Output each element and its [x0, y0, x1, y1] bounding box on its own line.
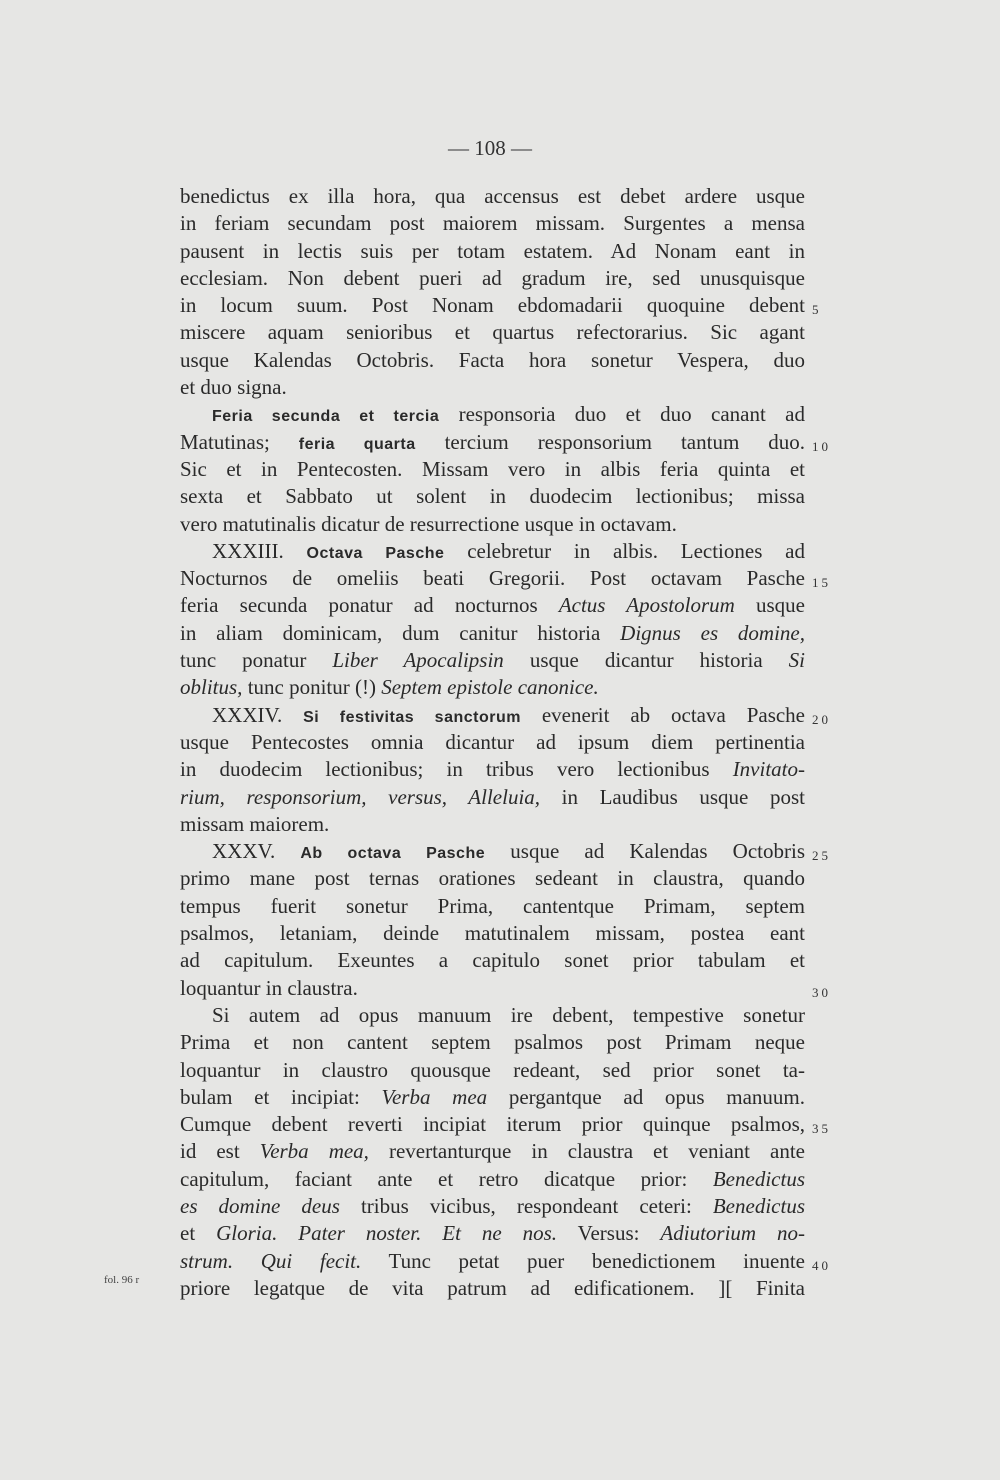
text-segment: primo mane post ternas orationes sedeant in claustra, quando	[180, 866, 805, 891]
text-line	[180, 538, 805, 565]
text-segment: Sic et in Pentecosten. Missam vero in albis feria quinta et	[180, 456, 805, 481]
italic-text: oblitus,	[180, 675, 243, 700]
text-line	[180, 183, 805, 210]
text-segment: tercium responsorium tantum duo.	[415, 429, 805, 454]
text-segment: in aliam dominicam, dum canitur historia	[180, 620, 621, 645]
body-text	[180, 183, 805, 1302]
text-segment: revertanturque in claustra et veniant ante	[368, 1139, 805, 1164]
text-line	[180, 1138, 805, 1165]
text-line	[180, 865, 805, 892]
text-line	[180, 702, 805, 729]
text-segment: miscere aquam senioribus et quartus refectorarius. Sic agant	[180, 320, 805, 345]
text-line	[180, 1220, 805, 1247]
text-line	[180, 975, 805, 1002]
text-line	[180, 729, 805, 756]
text-segment: usque Pentecostes omnia dicantur ad ipsum diem pertinentia	[180, 729, 805, 754]
italic-text: Actus Apostolorum	[558, 593, 735, 618]
text-segment: loquantur in claustra.	[180, 975, 358, 1000]
text-segment: usque ad Kalendas Octobris	[485, 839, 805, 864]
margin-line-number: 10	[812, 439, 831, 454]
text-line	[180, 811, 805, 838]
text-line	[180, 784, 805, 811]
italic-text: Si	[788, 648, 805, 673]
folio-note: fol. 96 r	[104, 1274, 140, 1286]
rubric-text: Si festivitas sanctorum	[303, 708, 521, 726]
text-segment: responsoria duo et duo canant ad	[439, 402, 805, 427]
text-segment: priore legatque de vita patrum ad edificationem. ][ Finita	[180, 1275, 805, 1300]
text-segment: ad capitulum. Exeuntes a capitulo sonet prior tabulam et	[180, 948, 805, 973]
text-line	[180, 1193, 805, 1220]
text-line	[180, 620, 805, 647]
text-segment: evenerit ab octava Pasche	[520, 702, 806, 727]
text-segment: Versus:	[557, 1221, 661, 1246]
text-line	[180, 292, 805, 319]
text-segment: celebretur in albis. Lectiones ad	[444, 538, 805, 563]
text-line	[180, 483, 805, 510]
text-segment: ecclesiam. Non debent pueri ad gradum ire, sed unusquisque	[180, 265, 805, 290]
text-line	[180, 429, 805, 456]
text-line	[180, 401, 805, 428]
margin-line-number: 5	[812, 302, 822, 317]
text-line	[180, 265, 805, 292]
italic-text: Liber Apocalipsin	[332, 648, 504, 673]
text-line	[180, 1002, 805, 1029]
text-segment: feria secunda ponatur ad nocturnos	[180, 593, 559, 618]
text-segment: Prima et non cantent septem psalmos post Primam neque	[180, 1030, 805, 1055]
text-line	[180, 1029, 805, 1056]
text-segment: id est	[180, 1139, 260, 1164]
italic-text: Adiutorium no-	[660, 1221, 806, 1246]
text-segment: tribus vicibus, respondeant ceteri:	[339, 1193, 713, 1218]
page-number: — 108 —	[448, 136, 532, 160]
text-segment: benedictus ex illa hora, qua accensus est debet ardere usque	[180, 184, 805, 208]
text-line	[180, 511, 805, 538]
text-line	[180, 920, 805, 947]
text-segment: missam maiorem.	[180, 811, 330, 836]
italic-text: Verba mea,	[259, 1139, 369, 1164]
text-segment: in Laudibus usque post	[540, 784, 805, 809]
text-segment: Cumque debent reverti incipiat iterum prior quinque psalmos,	[180, 1112, 805, 1137]
rubric-text: Feria secunda et tercia	[212, 408, 440, 426]
text-segment: Nocturnos de omeliis beati Gregorii. Post octavam Pasche	[180, 566, 805, 591]
text-segment: tunc ponitur (!)	[242, 675, 382, 700]
text-line	[180, 238, 805, 265]
italic-text: Dignus es domine,	[620, 620, 805, 645]
text-line	[180, 647, 805, 674]
margin-line-number: 40	[812, 1258, 831, 1273]
margin-line-number: 35	[812, 1121, 831, 1136]
text-line	[180, 347, 805, 374]
text-line	[180, 893, 805, 920]
text-line	[180, 210, 805, 237]
text-line	[180, 592, 805, 619]
text-segment: sexta et Sabbato ut solent in duodecim lectionibus; missa	[180, 484, 805, 509]
italic-text: strum. Qui fecit.	[180, 1248, 362, 1273]
italic-text: Benedictus	[712, 1193, 805, 1218]
text-segment: Matutinas;	[180, 429, 299, 454]
text-segment: in feriam secundam post maiorem missam. Surgentes a mensa	[180, 211, 805, 236]
text-segment: bulam et incipiat:	[180, 1084, 382, 1109]
text-segment: Si autem ad opus manuum ire debent, tempestive sonetur	[212, 1002, 805, 1027]
text-segment: psalmos, letaniam, deinde matutinalem missam, postea eant	[180, 921, 805, 946]
text-segment: et	[180, 1221, 217, 1246]
margin-line-number: 15	[812, 575, 831, 590]
text-segment: Tunc petat puer benedictionem inuente	[361, 1248, 805, 1273]
text-segment: in duodecim lectionibus; in tribus vero lectionibus	[180, 757, 733, 782]
text-line	[180, 565, 805, 592]
text-line	[180, 1084, 805, 1111]
text-segment: loquantur in claustro quousque redeant, sed prior sonet ta-	[180, 1057, 805, 1082]
text-segment: in locum suum. Post Nonam ebdomadarii quoquine debent	[180, 293, 805, 318]
text-segment: usque	[734, 593, 805, 618]
text-line	[180, 1166, 805, 1193]
text-segment: XXXIV.	[212, 702, 304, 727]
text-segment: usque dicantur historia	[503, 648, 789, 673]
text-line	[180, 838, 805, 865]
text-segment: pausent in lectis suis per totam estatem. Ad Nonam eant in	[180, 238, 805, 263]
text-line	[180, 456, 805, 483]
margin-line-number: 30	[812, 985, 831, 1000]
text-segment: tempus fuerit sonetur Prima, cantentque Primam, septem	[180, 893, 805, 918]
text-line	[180, 374, 805, 401]
italic-text: Gloria. Pater noster. Et ne nos.	[216, 1221, 558, 1246]
italic-text: Verba mea	[381, 1084, 488, 1109]
rubric-text: feria quarta	[298, 435, 416, 453]
text-segment: et duo signa.	[180, 375, 287, 400]
margin-line-number: 25	[812, 848, 831, 863]
text-segment: usque Kalendas Octobris. Facta hora sonetur Vespera, duo	[180, 347, 805, 372]
text-segment: capitulum, faciant ante et retro dicatque prior:	[180, 1166, 713, 1191]
text-line	[180, 1248, 805, 1275]
text-line	[180, 756, 805, 783]
text-line	[180, 1057, 805, 1084]
rubric-text: Ab octava Pasche	[300, 845, 486, 863]
text-segment: XXXV.	[212, 839, 301, 864]
text-segment: vero matutinalis dicatur de resurrectione usque in octavam.	[180, 511, 677, 536]
text-line	[180, 1111, 805, 1138]
italic-text: Benedictus	[712, 1166, 805, 1191]
text-segment: XXXIII.	[212, 538, 307, 563]
text-line	[180, 319, 805, 346]
text-segment: tunc ponatur	[180, 648, 333, 673]
italic-text: rium, responsorium, versus, Alleluia,	[180, 784, 541, 809]
text-segment: pergantque ad opus manuum.	[487, 1084, 805, 1109]
italic-text: Invitato-	[732, 757, 805, 782]
rubric-text: Octava Pasche	[306, 544, 445, 562]
text-line	[180, 1275, 805, 1302]
text-line	[180, 674, 805, 701]
margin-line-number: 20	[812, 712, 831, 727]
text-line	[180, 947, 805, 974]
italic-text: es domine deus	[180, 1193, 340, 1218]
italic-text: Septem epistole canonice.	[381, 675, 599, 700]
